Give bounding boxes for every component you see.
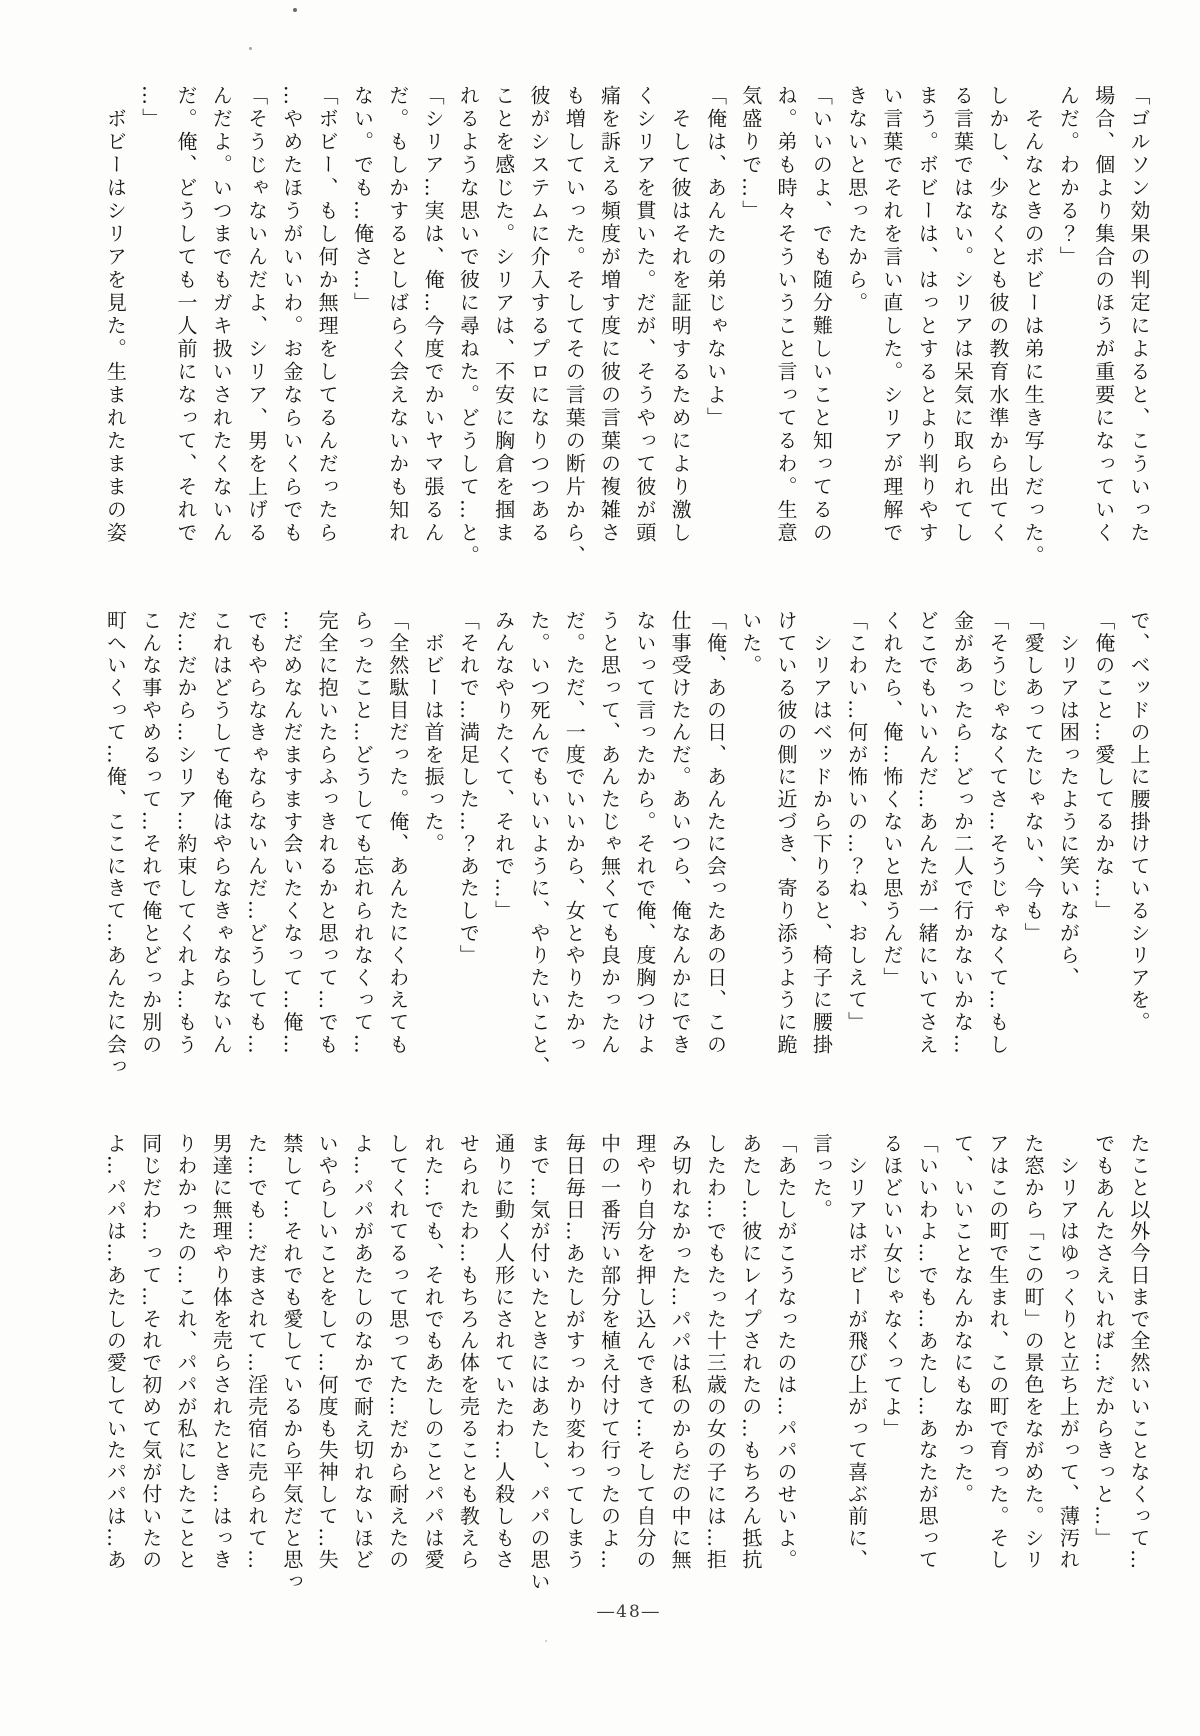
page-number: ―48― (597, 1602, 661, 1622)
text-column: シリアは困ったように笑いながら、 (1056, 610, 1081, 990)
text-column: 仕事受けたんだ。あいつら、俺なんかにでき (668, 610, 693, 1056)
text-column: 毎日毎日…あたしがすっかり変わってしまう (562, 1133, 587, 1571)
text-column: 「シリア…実は、俺…今度でかいヤマ張るん (421, 85, 446, 545)
text-column: 場合、個より集合のほうが重要になっていく (1091, 85, 1116, 545)
text-column: しかし、少なくとも彼の教育水準から出てく (985, 85, 1010, 545)
text-column: い言葉でそれを言い直した。シリアが理解で (879, 85, 904, 545)
text-column: そんなときのボビーは弟に生き写しだった。 (1021, 85, 1046, 568)
text-column: 禁して…それでも愛しているから平気だと思っ (279, 1133, 304, 1593)
text-column: みんなやりたくて、それで…」 (491, 610, 516, 923)
text-column: シリアはゆっくりと立ち上がって、薄汚れ (1056, 1133, 1081, 1571)
text-block-middle (97, 610, 1156, 1080)
text-column: 「そうじゃないんだよ、シリア、男を上げる (244, 85, 269, 545)
text-column: アはこの町で生まれ、この町で育った。そし (985, 1133, 1010, 1571)
text-column: 言った。 (809, 1133, 834, 1221)
text-column: 「俺、あの日、あんたに会ったあの日、この (703, 610, 728, 1056)
text-column: …」 (138, 85, 163, 131)
text-column: よ…パパがあたしのなかで耐え切れないほど (350, 1133, 375, 1571)
text-column: る言葉ではない。シリアは呆気に取られてし (950, 85, 975, 545)
text-column: りわかったの…これ、パパが私にしたことと (173, 1133, 198, 1571)
text-column: 「そうじゃなくてさ…そうじゃなくて…もし (985, 610, 1010, 1056)
text-column: あたし…彼にレイプされたの…もちろん抵抗 (738, 1133, 763, 1571)
text-block-bottom (97, 1133, 1156, 1593)
text-column: て、いいことなんかなにもなかった。 (950, 1133, 975, 1506)
text-column: 「ボビー、もし何か無理をしてるんだったら (315, 85, 340, 545)
text-column: 完全に抱いたらふっきれるかと思って…でも (315, 610, 340, 1056)
text-column: 「こわい…何が怖いの…？ね、おしえて」 (844, 610, 869, 1034)
text-column: まう。ボビーは、はっとするとより判りやす (915, 85, 940, 545)
text-column: 金があったら…どっか二人で行かないかな… (950, 610, 975, 1056)
text-column: 通りに動く人形にされていたわ…人殺しもさ (491, 1133, 516, 1571)
text-column: んだよ。いつまでもガキ扱いされたくないん (209, 85, 234, 545)
text-column: れるような思いで彼に尋ねた。どうして…と。 (456, 85, 481, 568)
text-column: くシリアを貫いた。だが、そうやって彼が頭 (632, 85, 657, 545)
text-column: でもやらなきゃならないんだ…どうしても… (244, 610, 269, 1056)
text-column: だ。もしかするとしばらく会えないかも知れ (385, 85, 410, 545)
text-column: 中の一番汚い部分を植え付けて行ったのよ… (597, 1133, 622, 1571)
text-column: 理やり自分を押し込んできて…そして自分の (632, 1133, 657, 1571)
text-column: たこと以外今日まで全然いいことなくって… (1127, 1133, 1151, 1571)
text-column: 「全然駄目だった。俺、あんたにくわえても (385, 610, 410, 1056)
text-column: ボビーは首を振った。 (421, 610, 446, 856)
text-column: み切れなかった…パパは私のからだの中に無 (668, 1133, 693, 1571)
text-column: くれたら、俺…怖くないと思うんだ」 (879, 610, 904, 990)
text-column: 「それで…満足した…？あたしで」 (456, 610, 481, 967)
text-column: まで…気が付いたときにはあたし、パパの思い (526, 1133, 551, 1593)
text-column: 「いいのよ、でも随分難しいこと知ってるの (809, 85, 834, 545)
text-column: そして彼はそれを証明するためにより激し (668, 85, 693, 545)
print-speck (293, 8, 297, 12)
text-column: …だめなんだますます会いたくなって…俺… (279, 610, 304, 1056)
text-column: シリアはベッドから下りると、椅子に腰掛 (809, 610, 834, 1056)
text-column: だ…だから…シリア…約束してくれよ…もう (173, 610, 198, 1056)
text-column: るほどいい女じゃなくってよ」 (879, 1133, 904, 1440)
text-column: 町へいくって…俺、ここにきて…あんたに会っ (103, 610, 128, 1079)
text-column: れた…でも、それでもあたしのことパパは愛 (421, 1133, 446, 1571)
text-column: らったこと…どうしても忘れられなくって… (350, 610, 375, 1056)
text-column: 「愛しあってたじゃない、今も」 (1021, 610, 1046, 945)
text-column: …やめたほうがいいわ。お金ならいくらでも (279, 85, 304, 545)
text-column: うと思って、あんたじゃ無くても良かったん (597, 610, 622, 1056)
text-column: も増していった。そしてその言葉の断片から、 (562, 85, 587, 568)
text-column: けている彼の側に近づき、寄り添うように跪 (774, 610, 799, 1056)
text-column: せられたわ…もちろん体を売ることも教えら (456, 1133, 481, 1571)
text-column: これはどうしても俺はやらなきゃならないん (209, 610, 234, 1056)
text-column: ない。でも…俺さ…」 (350, 85, 375, 315)
text-column: してくれてるって思ってた…だから耐えたの (385, 1133, 410, 1571)
text-column: 彼がシステムに介入するプロになりつつある (526, 85, 551, 545)
text-column: 気盛りで…」 (738, 85, 763, 223)
text-column: んだ。わかる？」 (1056, 85, 1081, 269)
text-column: だ。ただ、一度でいいから、女とやりたかっ (562, 610, 587, 1056)
text-column: 「ゴルソン効果の判定によると、こういった (1127, 85, 1151, 545)
text-column: したわ…でもたった十三歳の女の子には…拒 (703, 1133, 728, 1571)
text-block-top (97, 85, 1156, 571)
text-column: よ…パパは…あたしの愛していたパパは…あ (103, 1133, 128, 1571)
text-column: こんな事やめるって…それで俺とどっか別の (138, 610, 163, 1056)
text-column: きないと思ったから。 (844, 85, 869, 315)
text-column: た…でも…だまされて…淫売宿に売られて… (244, 1133, 269, 1571)
text-column: いた。 (738, 610, 763, 677)
text-column: 「俺は、あんたの弟じゃないよ」 (703, 85, 728, 430)
text-column: ボビーはシリアを見た。生まれたままの姿 (103, 85, 128, 545)
text-column: 「あたしがこうなったのは…パパのせいよ。 (774, 1133, 799, 1571)
text-column: 「俺のこと…愛してるかな…」 (1091, 610, 1116, 923)
text-column: 男達に無理やり体を売らされたとき…はっき (209, 1133, 234, 1571)
text-column: いやらしいことをして…何度も失神して…失 (315, 1133, 340, 1571)
text-column: た窓から「この町」の景色をながめた。シリ (1021, 1133, 1046, 1571)
text-column: 同じだわ…って…それで初めて気が付いたの (138, 1133, 163, 1571)
text-column: だ。俺、どうしても一人前になって、それで (173, 85, 198, 545)
text-column: で、ベッドの上に腰掛けているシリアを。 (1127, 610, 1151, 1034)
text-column: た。いつ死んでもいいように、やりたいこと、 (526, 610, 551, 1079)
print-speck (249, 47, 252, 50)
text-column: ないって言ったから。それで俺、度胸つけよ (632, 610, 657, 1056)
text-column: どこでもいいんだ…あんたが一緒にいてさえ (915, 610, 940, 1056)
text-column: 「いいわよ…でも…あたし…あなたが思って (915, 1133, 940, 1571)
text-column: ね。弟も時々そういうこと言ってるわ。生意 (774, 85, 799, 545)
text-column: ことを感じた。シリアは、不安に胸倉を掴ま (491, 85, 516, 545)
text-column: シリアはボビーが飛び上がって喜ぶ前に、 (844, 1133, 869, 1571)
print-speck (545, 1640, 547, 1642)
text-column: でもあんたさえいれば…だからきっと…」 (1091, 1133, 1116, 1550)
text-column: 痛を訴える頻度が増す度に彼の言葉の複雑さ (597, 85, 622, 545)
